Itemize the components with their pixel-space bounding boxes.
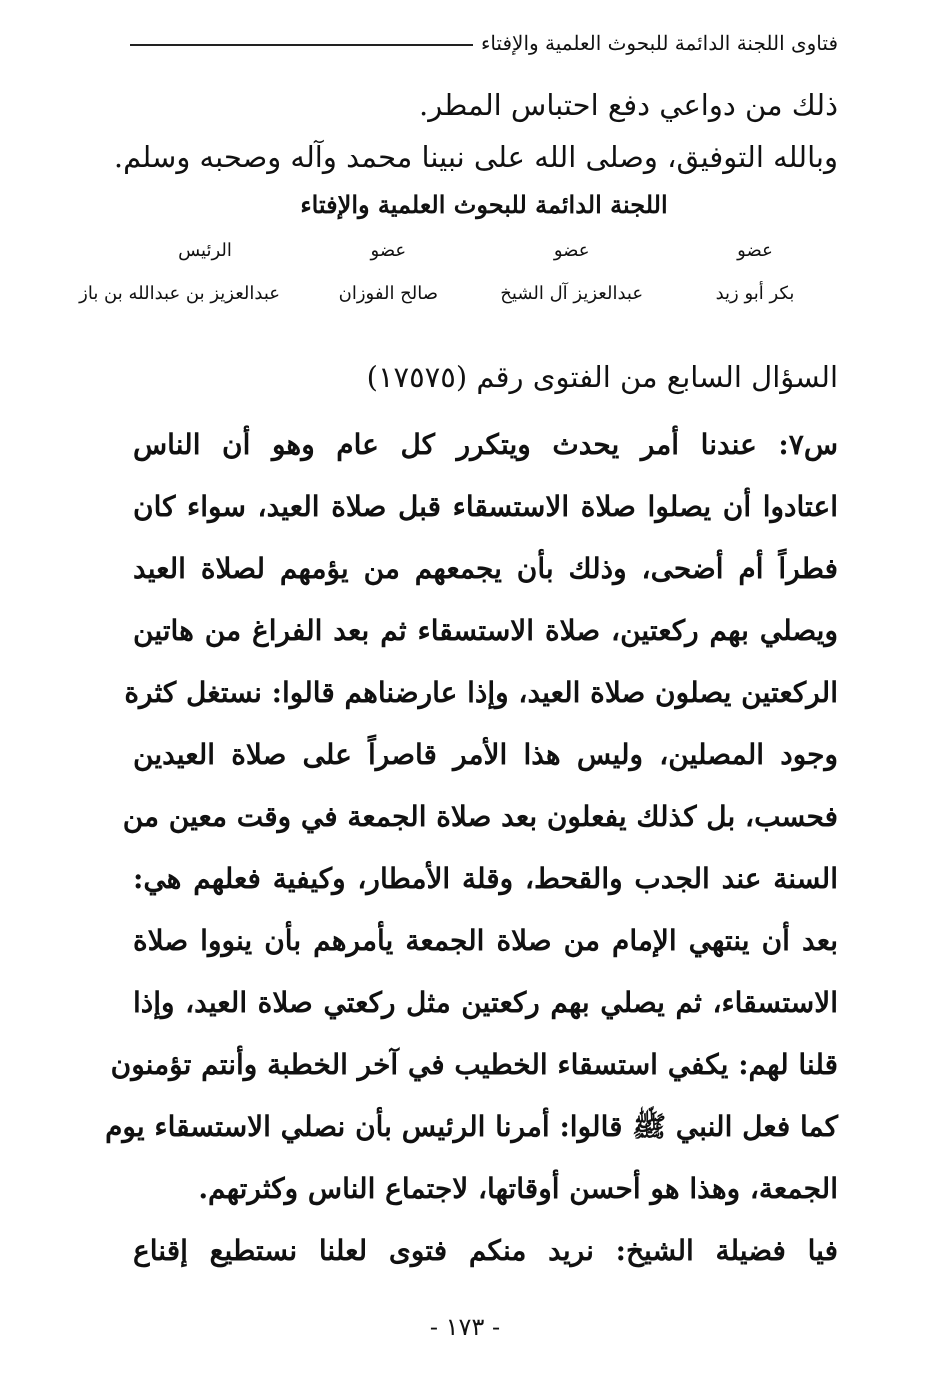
- role-member-2: عضو: [553, 240, 590, 261]
- signatory-3: صالح الفوزان: [338, 283, 439, 304]
- question-line-7: فحسب، بل كذلك يفعلون بعد صلاة الجمعة في وقت معين من: [122, 800, 838, 833]
- header-rule: [130, 44, 473, 46]
- question-line-2: اعتادوا أن يصلوا صلاة الاستسقاء قبل صلاة العيد، سواء كان: [133, 490, 838, 523]
- question-line-4: ويصلي بهم ركعتين، صلاة الاستسقاء ثم بعد الفراغ من هاتين: [133, 614, 839, 647]
- intro-line-1: ذلك من دواعي دفع احتباس المطر.: [419, 88, 838, 122]
- question-line-6: وجود المصلين، وليس هذا الأمر قاصراً على صلاة العيدين: [133, 738, 838, 771]
- intro-line-2: وبالله التوفيق، وصلى الله على نبينا محمد وآله وصحبه وسلم.: [113, 140, 838, 174]
- signatory-president: عبدالعزيز بن عبدالله بن باز: [79, 283, 281, 304]
- committee-roles: [130, 240, 830, 261]
- header-title: فتاوى اللجنة الدائمة للبحوث العلمية والإفتاء: [480, 31, 838, 55]
- committee-name: اللجنة الدائمة للبحوث العلمية والإفتاء: [300, 190, 668, 219]
- role-member-3: عضو: [370, 240, 407, 261]
- question-line-5: الركعتين يصلون صلاة العيد، وإذا عارضناهم قالوا: نستغل كثرة: [124, 676, 838, 709]
- question-line-9: بعد أن ينتهي الإمام من صلاة الجمعة يأمرهم بأن ينووا صلاة: [133, 924, 838, 957]
- committee-signatories: [79, 283, 830, 304]
- question-line-11: قلنا لهم: يكفي استسقاء الخطيب في آخر الخطبة وأنتم تؤمنون: [110, 1048, 838, 1081]
- page-number: - ١٧٣ -: [429, 1313, 501, 1341]
- question-line-8: السنة عند الجدب والقحط، وقلة الأمطار، وكيفية فعلهم هي:: [133, 862, 838, 895]
- question-line-1: س٧: عندنا أمر يحدث ويتكرر كل عام وهو أن الناس: [133, 428, 838, 461]
- signatory-1: بكر أبو زيد: [715, 283, 795, 304]
- running-header: [130, 28, 838, 58]
- question-line-12: كما فعل النبي ﷺ قالوا: أمرنا الرئيس بأن نصلي الاستسقاء يوم: [105, 1110, 838, 1143]
- question-line-13: الجمعة، وهذا هو أحسن أوقاتها، لاجتماع الناس وكثرتهم.: [198, 1172, 838, 1205]
- role-member-1: عضو: [737, 240, 773, 261]
- question-heading: السؤال السابع من الفتوى رقم (١٧٥٧٥): [366, 360, 838, 394]
- signatory-2: عبدالعزيز آل الشيخ: [500, 283, 644, 304]
- role-president: الرئيس: [178, 240, 232, 261]
- question-closing-line: فيا فضيلة الشيخ: نريد منكم فتوى لعلنا نستطيع إقناع: [133, 1234, 838, 1267]
- question-line-3: فطراً أم أضحى، وذلك بأن يجمعهم من يؤمهم لصلاة العيد: [133, 552, 838, 585]
- question-line-10: الاستسقاء، ثم يصلي بهم ركعتين مثل ركعتي صلاة العيد، وإذا: [133, 986, 838, 1019]
